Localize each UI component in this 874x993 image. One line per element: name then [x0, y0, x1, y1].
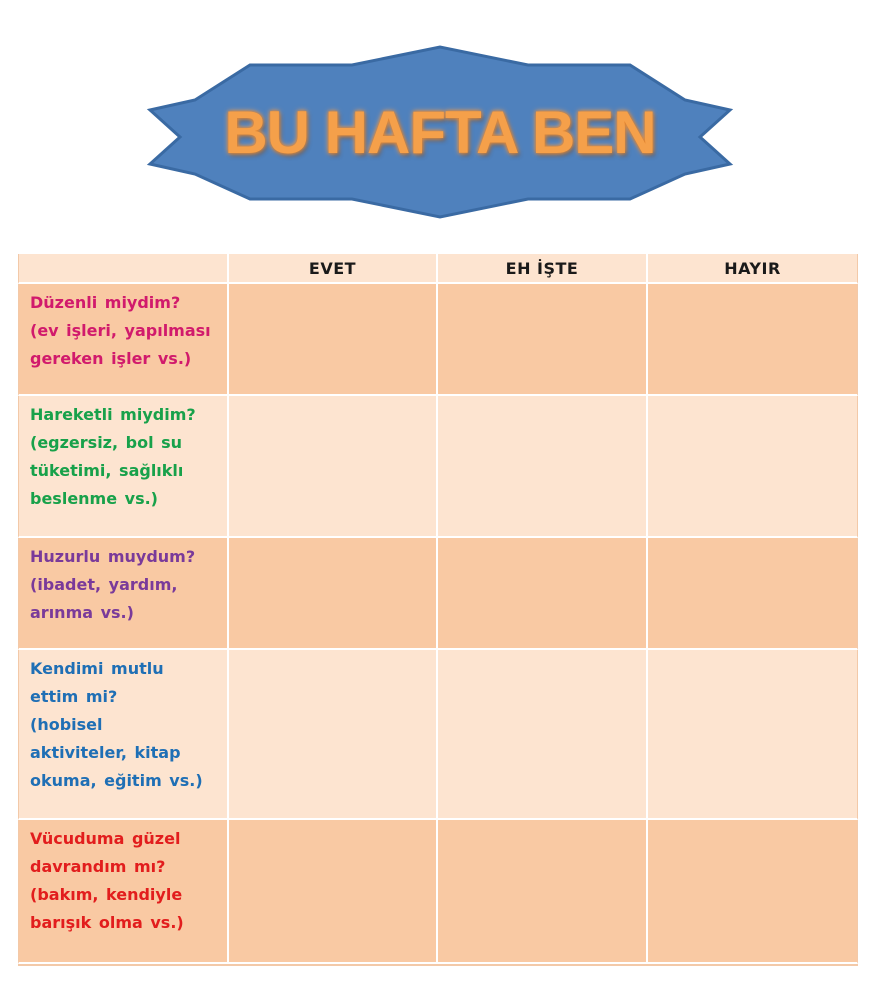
- banner-title: BU HAFTA BEN: [224, 99, 656, 166]
- question-line: arınma vs.): [30, 603, 134, 622]
- question-line: (ev işleri, yapılması: [30, 321, 211, 340]
- question-line: beslenme vs.): [30, 489, 158, 508]
- question-line: (bakım, kendiyle: [30, 885, 183, 904]
- answer-cell-eh-iste[interactable]: [438, 396, 648, 538]
- answer-cell-evet[interactable]: [229, 820, 438, 964]
- question-cell-mutlu: [18, 650, 229, 820]
- header-empty-cell: [18, 254, 229, 284]
- question-line: aktiviteler, kitap: [30, 743, 181, 762]
- weekly-check-table: [18, 254, 858, 966]
- question-line: okuma, eğitim vs.): [30, 771, 203, 790]
- answer-cell-hayir[interactable]: [648, 284, 858, 396]
- answer-cell-hayir[interactable]: [648, 820, 858, 964]
- answer-cell-eh-iste[interactable]: [438, 284, 648, 396]
- title-banner: [140, 40, 740, 225]
- answer-cell-evet[interactable]: [229, 396, 438, 538]
- question-line: Düzenli miydim?: [30, 293, 181, 312]
- question-line: gereken işler vs.): [30, 349, 192, 368]
- answer-cell-evet[interactable]: [229, 538, 438, 650]
- question-cell-vucudum: [18, 820, 229, 964]
- header-eh-iste: EH İŞTE: [438, 254, 648, 284]
- answer-cell-eh-iste[interactable]: [438, 820, 648, 964]
- answer-cell-evet[interactable]: [229, 284, 438, 396]
- header-hayir: HAYIR: [648, 254, 858, 284]
- question-line: Hareketli miydim?: [30, 405, 196, 424]
- question-cell-hareketli: [18, 396, 229, 538]
- answer-cell-hayir[interactable]: [648, 650, 858, 820]
- header-evet: EVET: [229, 254, 438, 284]
- question-cell-huzurlu: [18, 538, 229, 650]
- question-line: barışık olma vs.): [30, 913, 184, 932]
- question-line: Vücuduma güzel: [30, 829, 181, 848]
- answer-cell-evet[interactable]: [229, 650, 438, 820]
- question-line: (egzersiz, bol su: [30, 433, 183, 452]
- question-line: (hobisel: [30, 715, 103, 734]
- answer-cell-hayir[interactable]: [648, 538, 858, 650]
- question-line: davrandım mı?: [30, 857, 166, 876]
- answer-cell-eh-iste[interactable]: [438, 538, 648, 650]
- question-line: ettim mi?: [30, 687, 118, 706]
- question-line: tüketimi, sağlıklı: [30, 461, 184, 480]
- answer-cell-eh-iste[interactable]: [438, 650, 648, 820]
- question-line: Kendimi mutlu: [30, 659, 164, 678]
- question-line: Huzurlu muydum?: [30, 547, 196, 566]
- question-line: (ibadet, yardım,: [30, 575, 178, 594]
- answer-cell-hayir[interactable]: [648, 396, 858, 538]
- question-cell-duzenli: [18, 284, 229, 396]
